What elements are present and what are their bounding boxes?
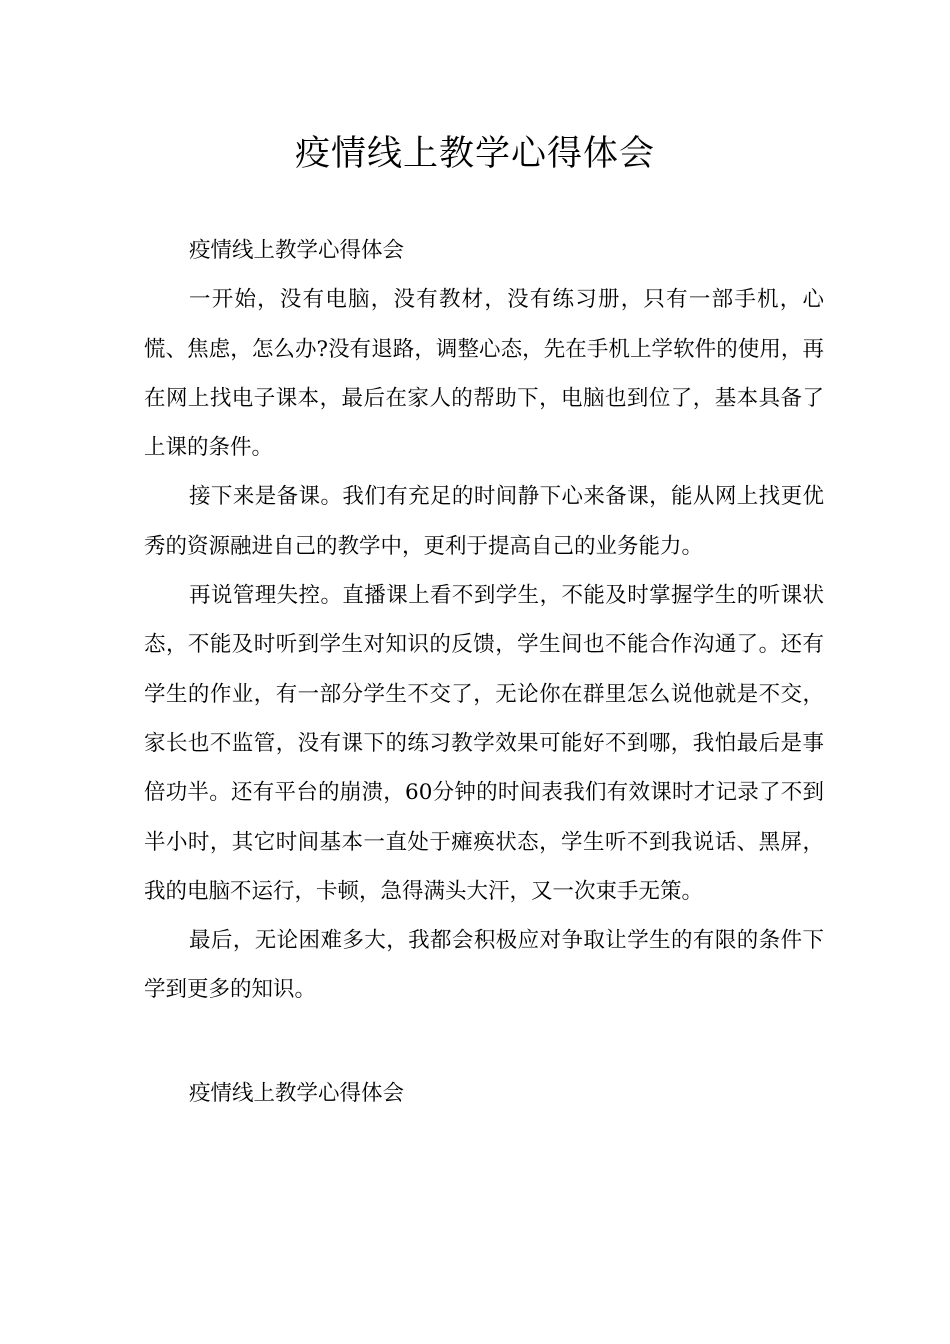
section-heading: 疫情线上教学心得体会 [189,1080,405,1106]
paragraph: 最后，无论困难多大，我都会积极应对争取让学生的有限的条件下学到更多的知识。 [144,928,824,1003]
paragraph: 一开始，没有电脑，没有教材，没有练习册，只有一部手机，心慌、焦虑，怎么办?没有退路，调整心态，先在手机上学软件的使用，再在网上找电子课本，最后在家人的帮助下，电脑也到位了，基本具备了上课的条件。 [144,287,824,461]
document-title: 疫情线上教学心得体会 [294,134,655,174]
paragraph: 再说管理失控。直播课上看不到学生，不能及时掌握学生的听课状态，不能及时听到学生对知识的反馈，学生间也不能合作沟通了。还有学生的作业，有一部分学生不交了，无论你在群里怎么说他就是不交，家长也不监管，没有课下的练习教学效果可能好不到哪，我怕最后是事倍功半。还有平台的崩溃，60分钟的时间表我们有效课时才记录了不到半小时，其它时间基本一直处于瘫痪状态，学生听不到我说话、黑屏，我的电脑不运行，卡顿，急得满头大汗，又一次束手无策。 [144,583,824,904]
section-spacer [144,1015,824,1069]
section-heading: 疫情线上教学心得体会 [189,238,405,263]
paragraph: 接下来是备课。我们有充足的时间静下心来备课，能从网上找更优秀的资源融进自己的教学中，更利于提高自己的业务能力。 [144,484,824,559]
document-body [144,226,824,1118]
